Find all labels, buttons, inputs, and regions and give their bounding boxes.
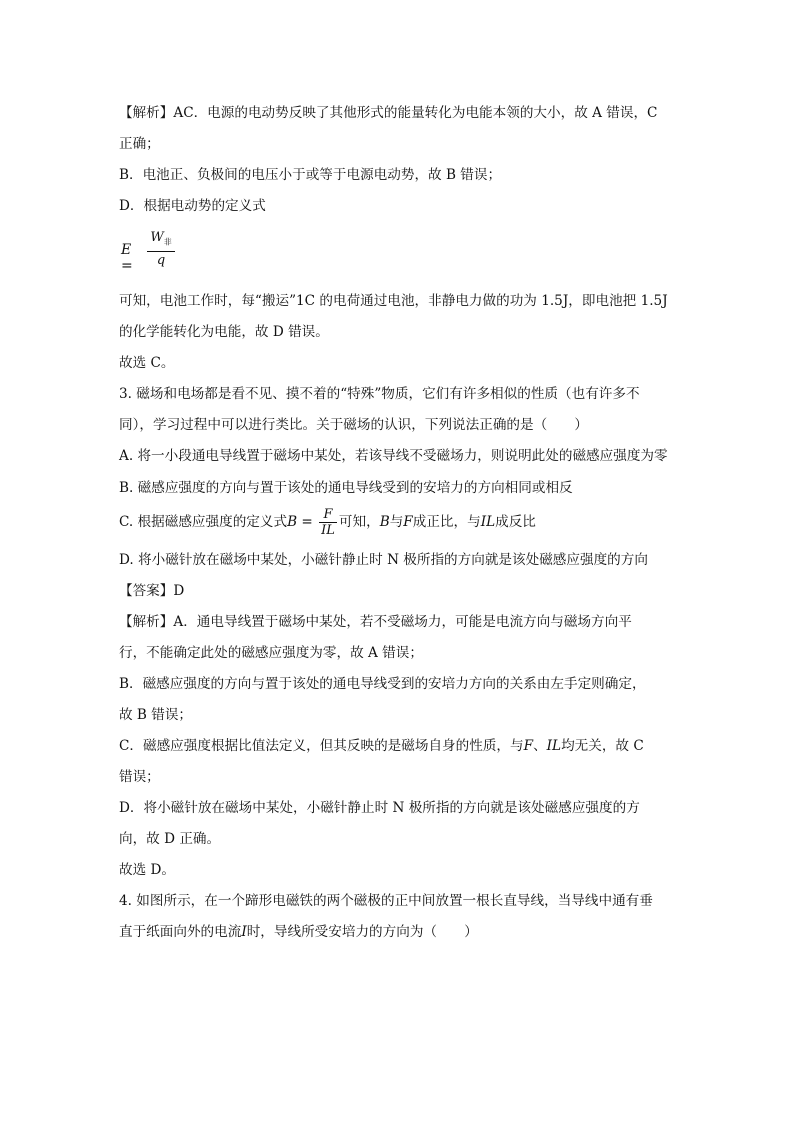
question-4-line-2: 直于纸面向外的电流I时，导线所受安培力的方向为（ ）	[119, 924, 478, 940]
analysis-line-5: 可知，电池工作时，每“搬运”1C 的电荷通过电池，非静电力做的功为 1.5J，即电池把 1.5J	[119, 293, 668, 309]
analysis-line-2: 正确；	[119, 136, 160, 152]
question-3-line-1: 3. 磁场和电场都是看不见、摸不着的“特殊”物质，它们有许多相似的性质（也有许多不	[119, 386, 640, 402]
option-a: A. 将一小段通电导线置于磁场中某处，若该导线不受磁场力，则说明此处的磁感应强度为零	[119, 448, 668, 464]
formula-denominator: q	[156, 252, 166, 268]
option-c: C. 根据磁感应强度的定义式B = $\frac{F}{IL}$ 可知，B与F成正比，与IL成反比	[119, 507, 536, 538]
question-3-line-2: 同），学习过程中可以进行类比。关于磁场的认识，下列说法正确的是（ ）	[119, 417, 588, 433]
option-b: B. 磁感应强度的方向与置于该处的通电导线受到的安培力的方向相同或相反	[119, 480, 573, 496]
analysis-line-1: 【解析】AC．电源的电动势反映了其他形式的能量转化为电能本领的大小，故 A 错误，C	[119, 105, 658, 121]
formula-numerator: $W_非$	[147, 230, 175, 252]
explain-line-9: 故选 D。	[119, 862, 176, 878]
explain-line-5: C．磁感应强度根据比值法定义，但其反映的是磁场自身的性质，与F、IL均无关，故 C	[119, 738, 644, 754]
answer-label: 【答案】D	[119, 583, 185, 599]
explain-line-1: 【解析】A．通电导线置于磁场中某处，若不受磁场力，可能是电流方向与磁场方向平	[119, 614, 632, 630]
explain-line-6: 错误；	[119, 769, 160, 785]
option-d: D. 将小磁针放在磁场中某处，小磁针静止时 N 极所指的方向就是该处磁感应强度的方向	[119, 552, 648, 568]
formula-fraction	[147, 230, 175, 270]
option-c-fraction: $\frac{F}{IL}$	[321, 507, 335, 538]
question-4-line-1: 4. 如图所示，在一个蹄形电磁铁的两个磁极的正中间放置一根长直导线，当导线中通有垂	[119, 893, 653, 909]
explain-line-8: 向，故 D 正确。	[119, 831, 221, 847]
formula-lhs: E =	[121, 242, 133, 274]
analysis-line-6: 的化学能转化为电能，故 D 错误。	[119, 324, 329, 340]
analysis-line-4: D．根据电动势的定义式	[119, 198, 266, 214]
explain-line-2: 行，不能确定此处的磁感应强度为零，故 A 错误；	[119, 645, 423, 661]
analysis-line-7: 故选 C。	[119, 355, 175, 371]
analysis-line-3: B．电池正、负极间的电压小于或等于电源电动势，故 B 错误；	[119, 167, 502, 183]
explain-line-3: B．磁感应强度的方向与置于该处的通电导线受到的安培力方向的关系由左手定则确定，	[119, 676, 646, 692]
explain-line-4: 故 B 错误；	[119, 707, 193, 723]
explain-line-7: D．将小磁针放在磁场中某处，小磁针静止时 N 极所指的方向就是该处磁感应强度的方	[119, 800, 640, 816]
